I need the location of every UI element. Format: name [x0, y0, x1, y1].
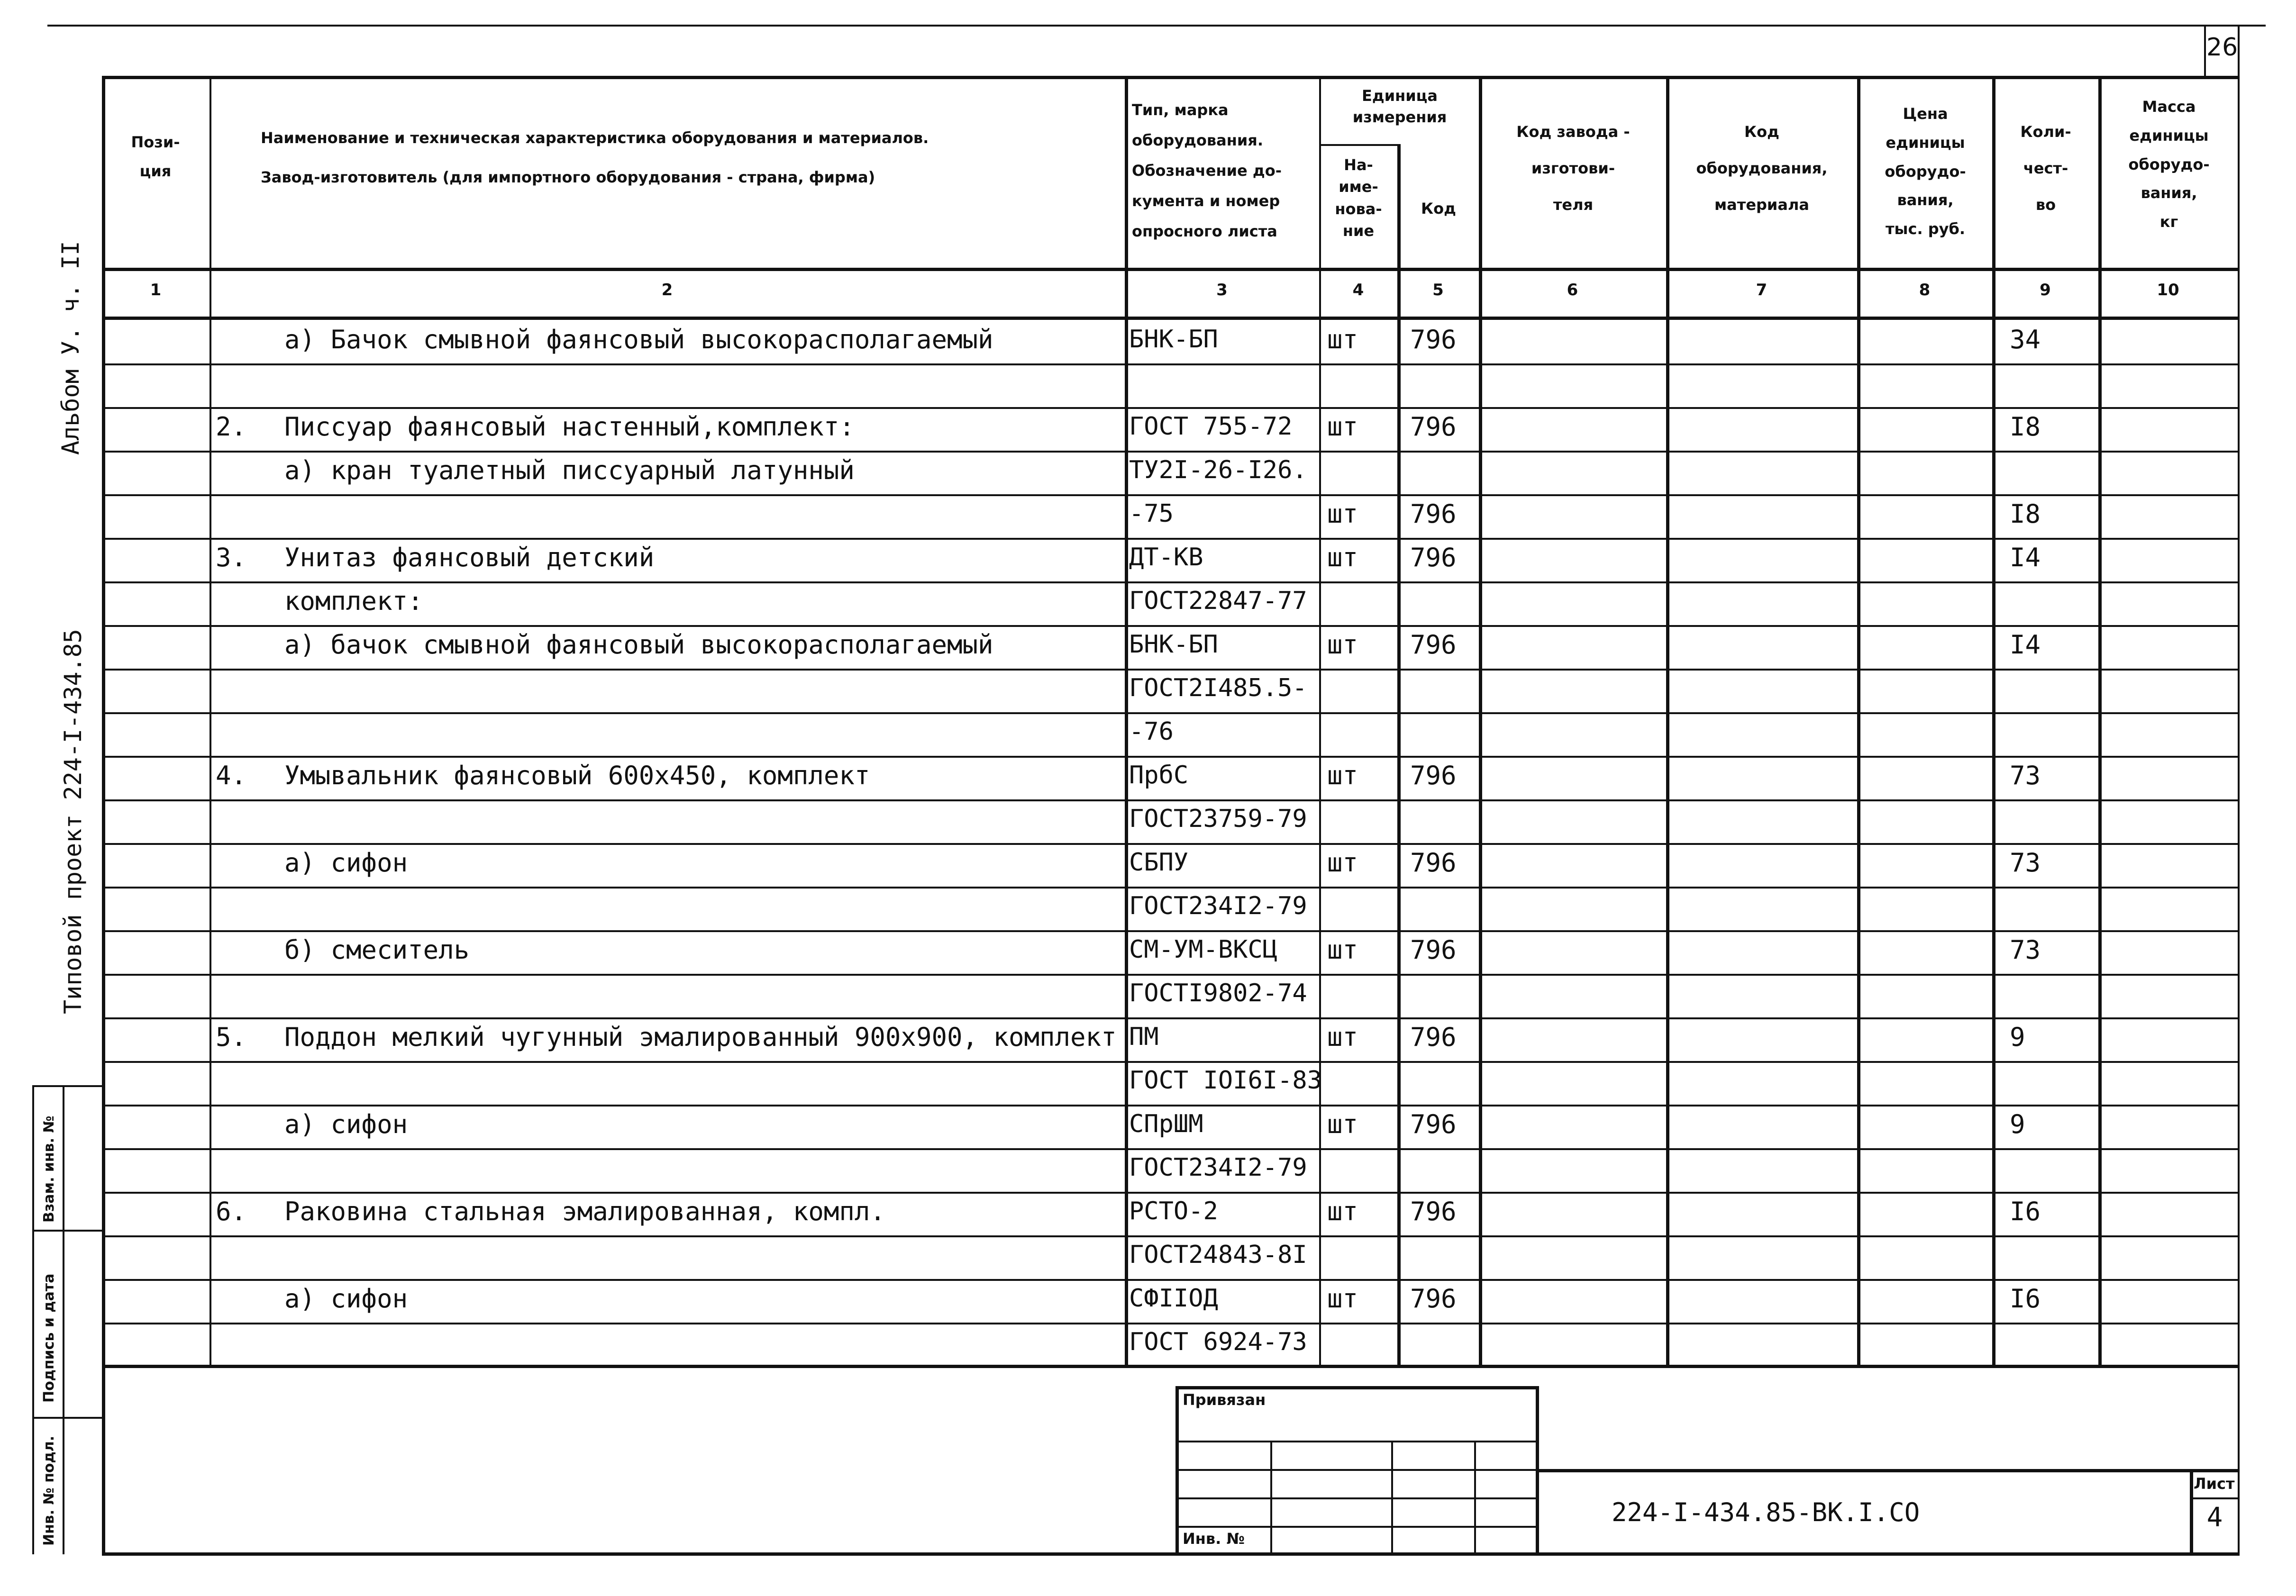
name-cell: а) кран туалетный писсуарный латунный [284, 455, 855, 485]
unit-cell: шт [1327, 935, 1358, 965]
code-cell: 796 [1410, 412, 1457, 442]
type-cell: СФIIОД [1129, 1284, 1218, 1313]
header-maker-code: Код завода - изготови- теля [1516, 123, 1630, 214]
name-cell: Писсуар фаянсовый настенный,комплект: [284, 412, 855, 442]
name-cell: а) сифон [284, 848, 408, 878]
name-cell: а) Бачок смывной фаянсовый высокорасполагаемый [284, 325, 993, 354]
column-number: 4 [1352, 281, 1364, 299]
column-number: 5 [1432, 281, 1444, 299]
unit-cell: шт [1327, 1284, 1358, 1314]
quantity-cell: 34 [2010, 325, 2041, 354]
header-position: Пози- ция [131, 133, 180, 180]
name-cell: а) бачок смывной фаянсовый высокорасполагаемый [284, 630, 993, 660]
code-cell: 796 [1410, 1197, 1457, 1226]
code-cell: 796 [1410, 848, 1457, 878]
type-cell: ПрбС [1129, 761, 1189, 789]
position-cell: 4. [216, 761, 247, 790]
binding-title: Привязан [1183, 1391, 1266, 1409]
type-cell: БНК-БП [1129, 325, 1218, 354]
header-unit-code: Код [1421, 200, 1456, 218]
column-number: 9 [2040, 281, 2051, 299]
type-cell: СПрШМ [1129, 1110, 1203, 1138]
header-name: Наименование и техническая характеристика оборудования и материалов. Завод-изготовитель (для импортного оборудования - страна, фирма) [261, 129, 929, 187]
unit-cell: шт [1327, 325, 1358, 354]
type-cell: -75 [1129, 499, 1174, 528]
code-cell: 796 [1410, 935, 1457, 965]
column-number: 10 [2157, 281, 2179, 299]
code-cell: 796 [1410, 543, 1457, 572]
unit-cell: шт [1327, 761, 1358, 790]
unit-cell: шт [1327, 543, 1358, 572]
code-cell: 796 [1410, 1284, 1457, 1314]
name-cell: Раковина стальная эмалированная, компл. [284, 1197, 885, 1226]
name-cell: б) смеситель [284, 935, 470, 965]
quantity-cell: I6 [2010, 1284, 2041, 1314]
type-cell: ГОСТI9802-74 [1129, 979, 1307, 1007]
quantity-cell: I4 [2010, 543, 2041, 572]
name-cell: Поддон мелкий чугунный эмалированный 900х900, комплект [284, 1022, 1117, 1052]
header-equipment-code: Код оборудования, материала [1696, 123, 1828, 214]
type-cell: ГОСТ24843-8I [1129, 1241, 1307, 1269]
quantity-cell: 9 [2010, 1109, 2025, 1139]
side-title-album: Альбом У. ч. II [57, 241, 84, 455]
column-number: 2 [661, 281, 673, 299]
header-unit-price: Цена единицы оборудо- вания, тыс. руб. [1885, 105, 1966, 238]
column-number: 7 [1756, 281, 1768, 299]
sheet-number: 4 [2206, 1502, 2223, 1533]
unit-cell: шт [1327, 412, 1358, 442]
header-unit-name: На- име- нова- ние [1335, 156, 1382, 240]
sheet-label: Лист [2194, 1475, 2235, 1493]
column-number: 8 [1919, 281, 1931, 299]
quantity-cell: 73 [2010, 848, 2041, 878]
quantity-cell: I4 [2010, 630, 2041, 660]
unit-cell: шт [1327, 1109, 1358, 1139]
position-cell: 6. [216, 1197, 247, 1226]
quantity-cell: I6 [2010, 1197, 2041, 1226]
code-cell: 796 [1410, 1109, 1457, 1139]
type-cell: ГОСТ23759-79 [1129, 805, 1307, 833]
stamp-signature-date: Подпись и дата [41, 1273, 57, 1403]
unit-cell: шт [1327, 630, 1358, 660]
code-cell: 796 [1410, 761, 1457, 790]
position-cell: 5. [216, 1022, 247, 1052]
type-cell: ГОСТ22847-77 [1129, 587, 1307, 615]
type-cell: ТУ2I-26-I26. [1129, 456, 1307, 484]
stamp-inv-podl: Инв. № подл. [41, 1435, 57, 1546]
header-unit-group: Единица измерения [1352, 87, 1447, 126]
code-cell: 796 [1410, 499, 1457, 529]
type-cell: СМ-УМ-ВКСЦ [1129, 935, 1278, 964]
type-cell: ПМ [1129, 1023, 1159, 1051]
quantity-cell: 9 [2010, 1022, 2025, 1052]
type-cell: ГОСТ234I2-79 [1129, 892, 1307, 920]
header-type: Тип, марка оборудования. Обозначение до- кумента и номер опросного листа [1132, 101, 1282, 240]
unit-cell: шт [1327, 499, 1358, 529]
position-cell: 3. [216, 543, 247, 572]
document-code: 224-I-434.85-BK.I.CO [1612, 1497, 1920, 1527]
name-cell: а) сифон [284, 1284, 408, 1314]
name-cell: комплект: [284, 586, 423, 616]
type-cell: ДТ-КВ [1129, 543, 1203, 571]
type-cell: СБПУ [1129, 848, 1189, 877]
type-cell: ГОСТ2I485.5- [1129, 674, 1307, 702]
unit-cell: шт [1327, 1022, 1358, 1052]
quantity-cell: 73 [2010, 761, 2041, 790]
quantity-cell: 73 [2010, 935, 2041, 965]
column-number: 6 [1567, 281, 1578, 299]
page-number: 26 [2206, 33, 2238, 62]
code-cell: 796 [1410, 1022, 1457, 1052]
code-cell: 796 [1410, 630, 1457, 660]
column-number: 1 [150, 281, 162, 299]
column-number: 3 [1216, 281, 1228, 299]
type-cell: ГОСТ 6924-73 [1129, 1328, 1307, 1356]
type-cell: ГОСТ 755-72 [1129, 412, 1293, 441]
unit-cell: шт [1327, 1197, 1358, 1226]
name-cell: Унитаз фаянсовый детский [284, 543, 655, 572]
unit-cell: шт [1327, 848, 1358, 878]
name-cell: а) сифон [284, 1109, 408, 1139]
binding-inv-label: Инв. № [1183, 1530, 1245, 1548]
type-cell: -76 [1129, 717, 1174, 746]
name-cell: Умывальник фаянсовый 600х450, комплект [284, 761, 870, 790]
code-cell: 796 [1410, 325, 1457, 354]
quantity-cell: I8 [2010, 412, 2041, 442]
header-unit-mass: Масса единицы оборудо- вания, кг [2128, 98, 2210, 231]
header-quantity: Коли- чест- во [2020, 123, 2071, 214]
stamp-replace-inv: Взам. инв. № [41, 1115, 57, 1223]
type-cell: ГОСТ234I2-79 [1129, 1153, 1307, 1182]
quantity-cell: I8 [2010, 499, 2041, 529]
position-cell: 2. [216, 412, 247, 442]
type-cell: БНК-БП [1129, 630, 1218, 659]
type-cell: ГОСТ IOI6I-83 [1129, 1066, 1322, 1095]
type-cell: РСТО-2 [1129, 1197, 1218, 1225]
side-title-project: Типовой проект 224-I-434.85 [59, 629, 87, 1014]
